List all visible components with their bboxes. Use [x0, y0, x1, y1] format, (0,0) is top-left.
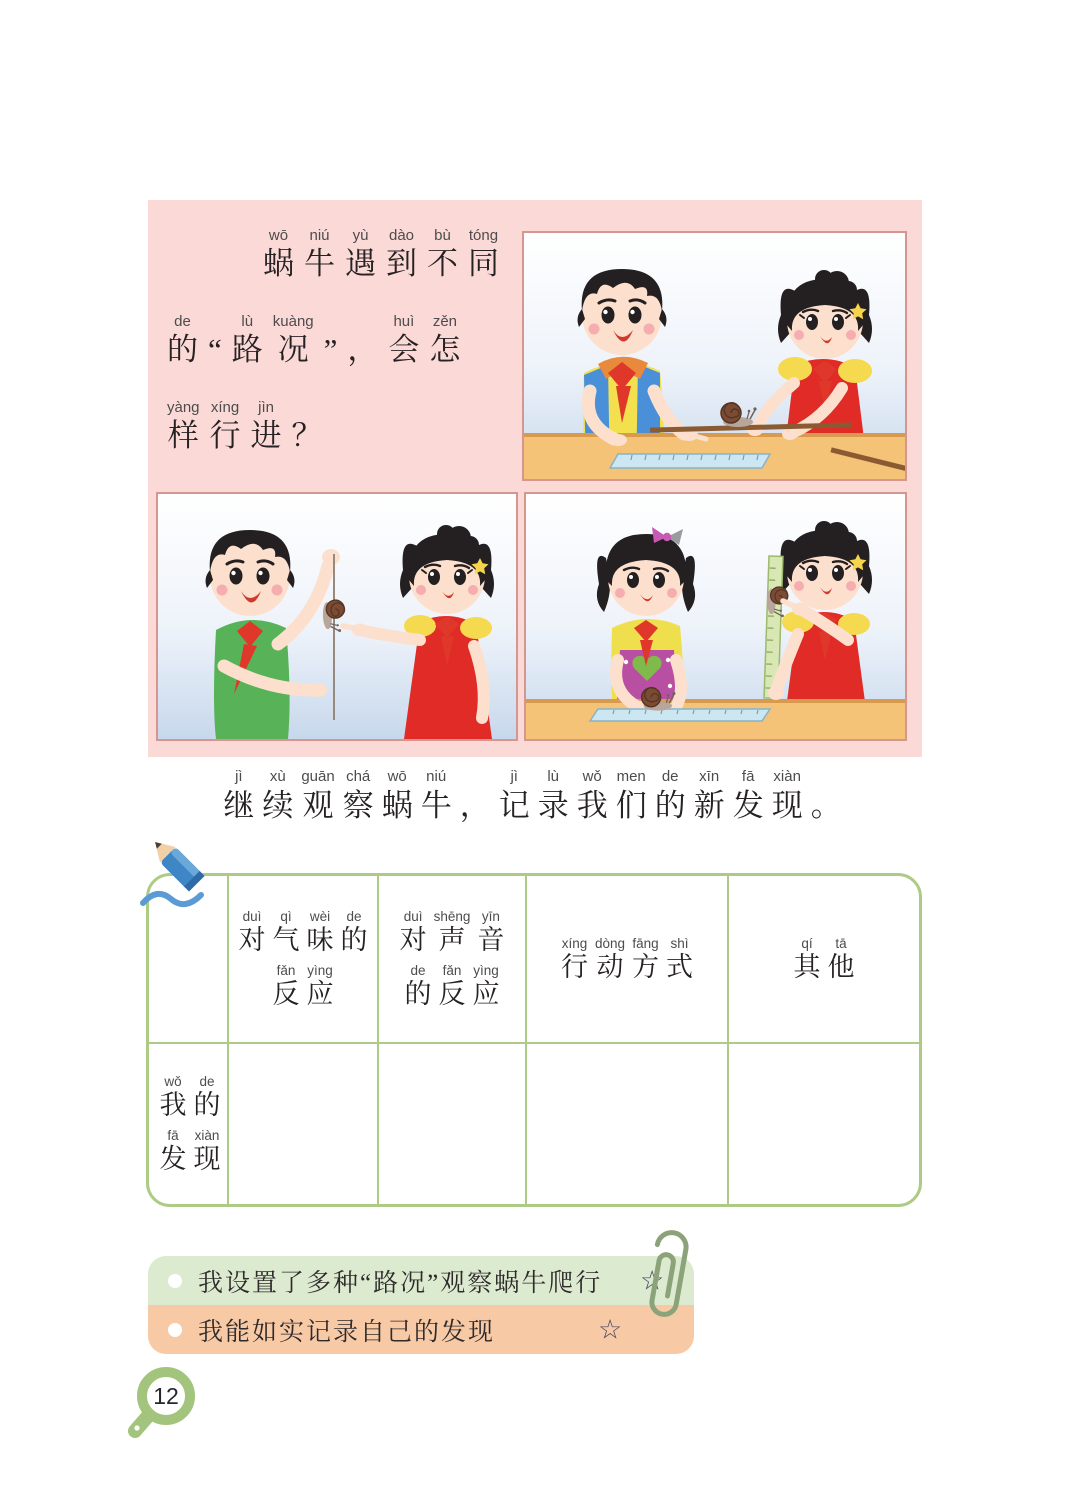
table-cell-other-entry — [729, 1044, 919, 1204]
illustration-snail-on-string — [156, 492, 518, 741]
table-header-other — [729, 876, 919, 1044]
table-row-header-my-findings — [149, 1044, 229, 1204]
question-line-2: de 的 “ lù 路 kuàng 况 ” ， huì 会 zěn 怎 — [167, 313, 461, 367]
instruction-sentence: jì 继 xù 续 guān 观 chá 察 wō 蜗 niú 牛 ， jì 记 lù 录 wǒ 我 men 们 de 的 xīn 新 fā 发 xiàn 现 。 — [223, 768, 842, 823]
question-line-1: wō 蜗 niú 牛 yù 遇 dào 到 bù 不 tóng 同 — [263, 227, 499, 281]
header-line: duì 对 qì 气 wèi 味 de 的 — [238, 909, 368, 955]
pencil-swoosh — [143, 894, 201, 904]
page-number-badge — [124, 1362, 204, 1448]
table-header-smell — [229, 876, 379, 1044]
record-table — [146, 873, 922, 1207]
row-header-line: wǒ 我 de 的 — [159, 1074, 221, 1120]
bullet-dot — [168, 1323, 182, 1337]
question-line-3: yàng 样 xíng 行 jìn 进 ？ — [167, 399, 323, 453]
header-line: qí 其 tā 他 — [793, 936, 855, 982]
table-header-sound — [379, 876, 527, 1044]
ruler-horizontal — [590, 709, 770, 721]
header-line: duì 对 shēng 声 yīn 音 — [399, 909, 505, 955]
page-number: 12 — [153, 1383, 179, 1409]
rating-star-icon: ☆ — [598, 1314, 623, 1345]
bullet-dot — [168, 1274, 182, 1288]
pencil-icon — [137, 841, 225, 917]
paperclip-icon — [612, 1229, 700, 1329]
rating-star-icon: ☆ — [640, 1265, 665, 1296]
table-cell-sound-entry — [379, 1044, 527, 1204]
row-header-line: fā 发 xiàn 现 — [159, 1128, 221, 1174]
question-panel — [148, 200, 922, 757]
question-text — [162, 226, 528, 484]
illustration-snail-on-stick — [522, 231, 907, 481]
pointing-finger — [343, 626, 354, 628]
table-header-movement — [527, 876, 729, 1044]
header-line: de 的 fǎn 反 yìng 应 — [404, 963, 500, 1009]
table-cell-smell-entry — [229, 1044, 379, 1204]
table-cell-movement-entry — [527, 1044, 729, 1204]
illustration-snail-on-ruler — [524, 492, 907, 741]
assessment-text: 我能如实记录自己的发现 — [198, 1318, 496, 1346]
header-line: xíng 行 dòng 动 fāng 方 shì 式 — [560, 936, 694, 982]
assessment-text: 我设置了多种“路况”观察蜗牛爬行 — [198, 1269, 603, 1297]
header-line: fǎn 反 yìng 应 — [272, 963, 334, 1009]
ruler — [610, 454, 770, 468]
